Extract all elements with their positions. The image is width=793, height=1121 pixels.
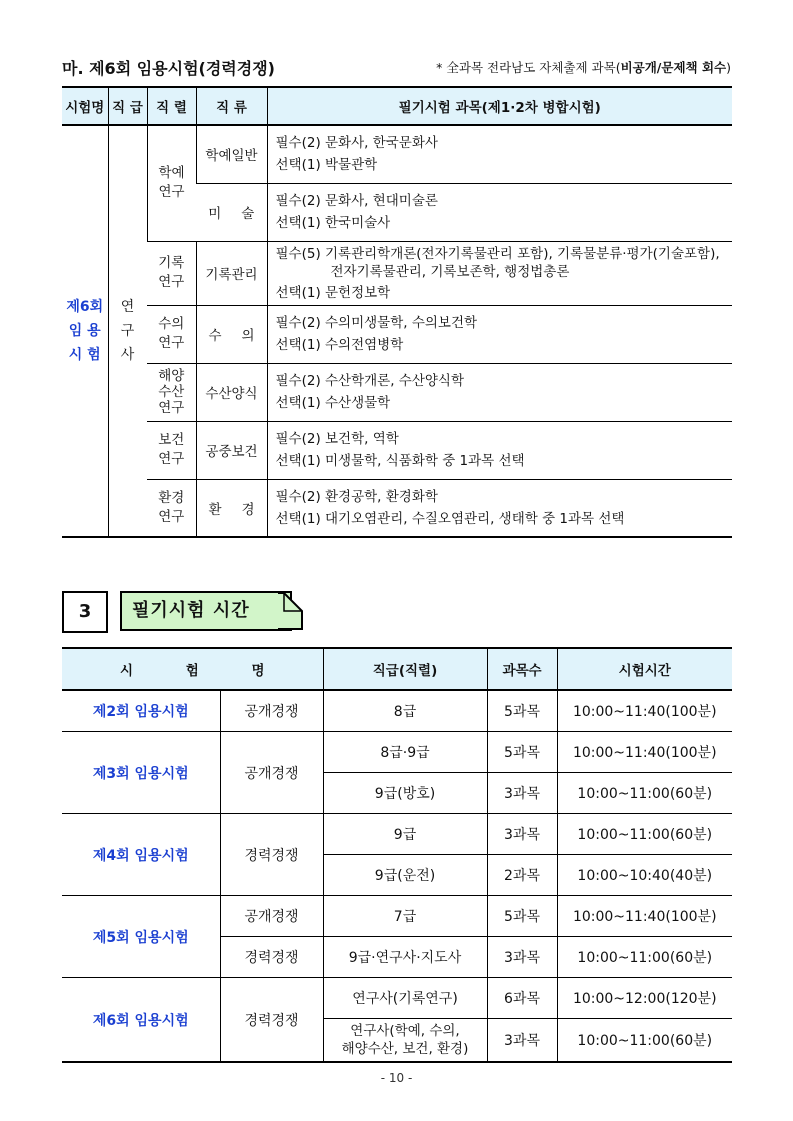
exam-name: 제4회 임용시험 (62, 814, 220, 896)
count-cell: 5과목 (487, 690, 557, 732)
count-cell: 5과목 (487, 732, 557, 773)
header-type: 직 류 (196, 87, 267, 125)
section-number: 3 (62, 591, 108, 633)
series-veterinary: 수의 연구 (158, 316, 185, 351)
header-count: 과목수 (487, 648, 557, 690)
subjects-cell: 필수(2) 수의미생물학, 수의보건학 선택(1) 수의전염병학 (267, 305, 732, 363)
count-cell: 3과목 (487, 937, 557, 978)
type-cell: 공중보건 (196, 421, 267, 479)
type-cell: 환경 (196, 479, 267, 537)
time-cell: 10:00~11:40(100분) (557, 690, 732, 732)
exam-name: 제3회 임용시험 (62, 732, 220, 814)
count-cell: 3과목 (487, 814, 557, 855)
exam-name: 제2회 임용시험 (62, 690, 220, 732)
series-records: 기록 연구 (158, 255, 185, 290)
time-cell: 10:00~11:00(60분) (557, 937, 732, 978)
header-time: 시험시간 (557, 648, 732, 690)
grade-cell: 9급 (323, 814, 487, 855)
exam-type: 공개경쟁 (220, 896, 323, 937)
grade-cell: 8급·9급 (323, 732, 487, 773)
header-series: 직 렬 (147, 87, 196, 125)
series-environment: 환경 연구 (158, 489, 185, 525)
time-cell: 10:00~12:00(120분) (557, 978, 732, 1019)
count-cell: 5과목 (487, 896, 557, 937)
schedule-table (62, 647, 732, 1063)
series-fisheries: 해양 수산 연구 (158, 368, 185, 416)
exam-type: 경력경쟁 (220, 937, 323, 978)
exam-type: 경력경쟁 (220, 978, 323, 1063)
count-cell: 2과목 (487, 855, 557, 896)
time-cell: 10:00~11:00(60분) (557, 773, 732, 814)
header-rank: 직 급 (108, 87, 147, 125)
exam-name: 제5회 임용시험 (62, 896, 220, 978)
header-subjects: 필기시험 과목(제1·2차 병합시험) (267, 87, 732, 125)
series-curator: 학예 연구 (147, 125, 196, 241)
subjects-cell: 필수(2) 수산학개론, 수산양식학 선택(1) 수산생물학 (267, 363, 732, 421)
grade-cell: 연구사(기록연구) (323, 978, 487, 1019)
grade-cell: 9급·연구사·지도사 (323, 937, 487, 978)
count-cell: 3과목 (487, 1019, 557, 1063)
exam-name: 제6회 임 용 시 험 (66, 299, 104, 363)
section-title: 마. 제6회 임용시험(경력경쟁) (62, 59, 275, 78)
series-health: 보건 연구 (158, 432, 185, 467)
type-cell: 미술 (208, 206, 275, 222)
rank-name: 연 구 사 (108, 125, 147, 537)
header-exam: 시험명 (62, 87, 108, 125)
exam-type: 공개경쟁 (220, 732, 323, 814)
page-number: - 10 - (380, 1071, 413, 1085)
time-cell: 10:00~11:00(60분) (557, 1019, 732, 1063)
folded-corner-icon (278, 593, 304, 631)
grade-cell: 9급(운전) (323, 855, 487, 896)
exam-type: 경력경쟁 (220, 814, 323, 896)
grade-cell: 7급 (323, 896, 487, 937)
header-exam-name: 시 험 명 (62, 648, 323, 690)
type-cell: 학예일반 (196, 125, 267, 183)
subjects-cell: 필수(2) 보건학, 역학 선택(1) 미생물학, 식품화학 중 1과목 선택 (267, 421, 732, 479)
exam-name: 제6회 임용시험 (62, 978, 220, 1063)
type-cell: 기록관리 (196, 241, 267, 305)
time-cell: 10:00~10:40(40분) (557, 855, 732, 896)
count-cell: 3과목 (487, 773, 557, 814)
type-cell: 수산양식 (196, 363, 267, 421)
subjects-cell: 필수(2) 문화사, 한국문화사 선택(1) 박물관학 (267, 125, 732, 183)
subject-table (62, 86, 732, 538)
time-cell: 10:00~11:40(100분) (557, 732, 732, 773)
time-cell: 10:00~11:00(60분) (557, 814, 732, 855)
section-heading: 필기시험 시간 (120, 591, 292, 631)
grade-cell: 연구사(학예, 수의, 해양수산, 보건, 환경) (323, 1019, 487, 1063)
grade-cell: 8급 (323, 690, 487, 732)
grade-cell: 9급(방호) (323, 773, 487, 814)
type-cell: 수의 (196, 305, 267, 363)
count-cell: 6과목 (487, 978, 557, 1019)
subjects-cell: 필수(5) 기록관리학개론(전자기록물관리 포함), 기록물분류·평가(기술포함), 전자기록물관리, 기록보존학, 행정법총론 선택(1) 문헌정보학 (267, 241, 732, 305)
time-cell: 10:00~11:40(100분) (557, 896, 732, 937)
header-grade: 직급(직렬) (323, 648, 487, 690)
subjects-cell: 필수(2) 환경공학, 환경화학 선택(1) 대기오염관리, 수질오염관리, 생태학 중 1과목 선택 (267, 479, 732, 537)
section-note: * 全과목 전라남도 자체출제 과목(비공개/문제책 회수) (436, 60, 731, 75)
exam-type: 공개경쟁 (220, 690, 323, 732)
subjects-cell: 필수(2) 문화사, 현대미술론 선택(1) 한국미술사 (267, 183, 732, 241)
